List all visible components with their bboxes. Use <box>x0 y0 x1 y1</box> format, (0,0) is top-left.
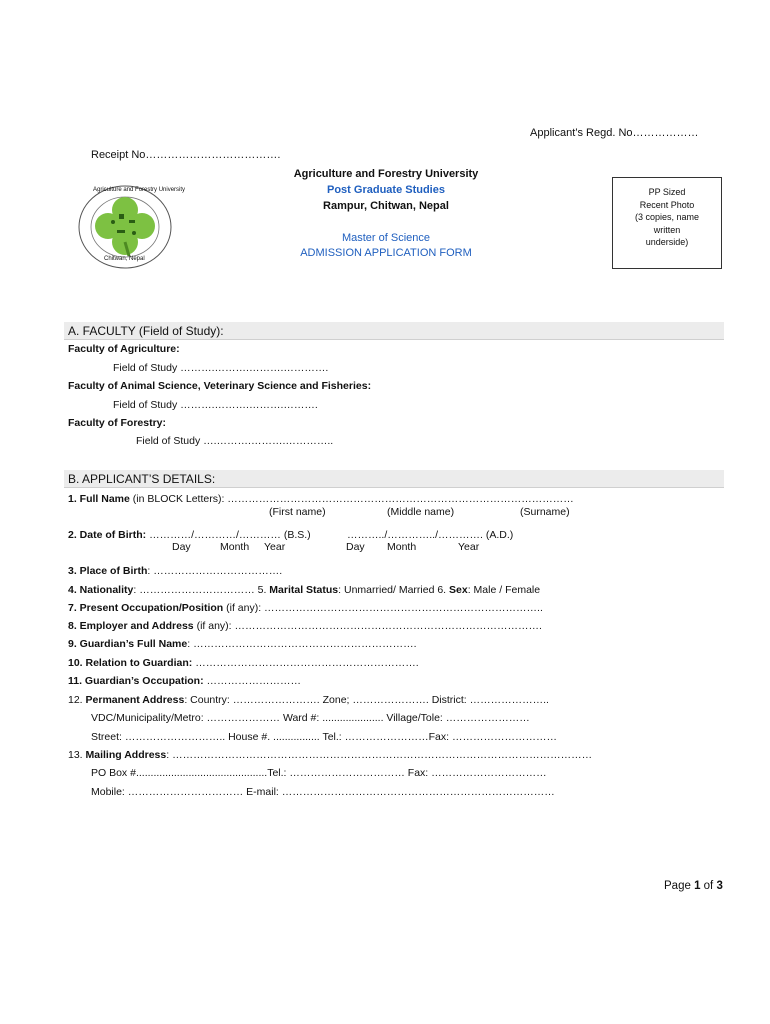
photo-line: underside) <box>645 237 689 247</box>
agriculture-field-of-study[interactable]: Field of Study ……….……….……….…………. <box>113 362 329 374</box>
nationality-row[interactable] <box>68 584 540 596</box>
mailing-address-label: Mailing Address <box>85 749 167 761</box>
university-name: Agriculture and Forestry University <box>293 168 479 180</box>
dob-year-hint-ad: Year <box>458 541 480 553</box>
seal-top-text: Agriculture and Forestry University <box>93 187 186 193</box>
page-of: of <box>700 880 717 892</box>
guardian-occupation-row[interactable] <box>68 675 301 687</box>
photo-line: Recent Photo <box>639 199 695 210</box>
relation-field[interactable]: ………………………………………………………. <box>192 657 419 669</box>
page-number <box>664 880 723 892</box>
sex-label: Sex <box>449 584 468 596</box>
page-current: 1 <box>694 880 701 892</box>
faculty-animal-label: Faculty of Animal Science, Veterinary Science and Fisheries: <box>68 380 372 392</box>
occupation-field[interactable]: (if any): …………………………………………………………………….. <box>223 602 543 614</box>
dob-ad-field[interactable]: ………../…………../…………. (A.D.) <box>347 529 514 541</box>
nationality-field[interactable]: : …………………………… 5. <box>133 584 270 596</box>
dob-year-hint: Year <box>264 541 286 553</box>
surname-hint: (Surname) <box>520 506 570 518</box>
university-location: Rampur, Chitwan, Nepal <box>323 200 449 212</box>
first-name-hint: (First name) <box>269 506 326 518</box>
relation-row[interactable] <box>68 657 419 669</box>
po-box-row[interactable]: PO Box #.............................................Tel.: …………………………… Fax: …………………………… <box>91 767 547 779</box>
dob-month-hint-ad: Month <box>387 541 417 553</box>
regd-no: Applicant’s Regd. No……………… <box>530 127 699 139</box>
full-name-field[interactable]: (in BLOCK Letters): ……………………………………………………………………………………… <box>129 493 574 505</box>
permanent-address-vdc[interactable]: VDC/Municipality/Metro: ………………… Ward #: ..................... Village/Tole: …………………… <box>91 712 530 724</box>
relation-label: 10. Relation to Guardian: <box>68 657 193 669</box>
guardian-occupation-label: 11. Guardian’s Occupation: <box>68 675 204 687</box>
sex-options[interactable]: : Male / Female <box>467 584 541 596</box>
employer-field[interactable]: (if any): ……………………………………………………………………………. <box>193 620 542 632</box>
seal-bottom-text: Chitwan, Nepal <box>104 256 145 262</box>
full-name-label: 1. Full Name <box>68 493 130 505</box>
photo-line: (3 copies, name <box>634 212 700 222</box>
dob-label: 2. Date of Birth: <box>68 529 147 541</box>
permanent-address-label: Permanent Address <box>85 694 185 706</box>
form-title: ADMISSION APPLICATION FORM <box>300 247 472 259</box>
receipt-no: Receipt No………………………………. <box>91 149 281 161</box>
full-name-row[interactable] <box>68 493 574 505</box>
dob-bs-row[interactable] <box>68 529 311 541</box>
permanent-address-street[interactable]: Street: ……………………….. House #. ................ Tel.: ……………………Fax: ………………………… <box>91 731 557 743</box>
mobile-email-row[interactable]: Mobile: …………………………… E-mail: …………………………………………………………………… <box>91 786 555 798</box>
guardian-occupation-field[interactable]: ……………………… <box>203 675 301 687</box>
dob-bs-field[interactable]: …………/…………/………… (B.S.) <box>146 529 311 541</box>
mailing-address-row[interactable] <box>68 749 592 761</box>
dob-day-hint-ad: Day <box>346 541 365 553</box>
dob-day-hint: Day <box>172 541 191 553</box>
permanent-address-row[interactable] <box>68 694 549 706</box>
guardian-name-field[interactable]: : ………………………………………………………. <box>187 638 417 650</box>
faculty-forestry-label: Faculty of Forestry: <box>68 417 167 429</box>
marital-status-label: Marital Status <box>269 584 339 596</box>
dob-month-hint: Month <box>220 541 250 553</box>
place-of-birth-label: 3. Place of Birth <box>68 565 148 577</box>
nationality-label: 4. Nationality <box>68 584 134 596</box>
page-total: 3 <box>716 880 723 892</box>
guardian-name-label: 9. Guardian’s Full Name <box>68 638 188 650</box>
faculty-agriculture-label: Faculty of Agriculture: <box>68 343 180 355</box>
forestry-field-of-study[interactable]: Field of Study ….……….……….………….. <box>136 435 334 447</box>
marital-status-options[interactable]: : Unmarried/ Married 6. <box>338 584 450 596</box>
employer-row[interactable] <box>68 620 542 632</box>
guardian-name-row[interactable] <box>68 638 417 650</box>
photo-line: PP Sized <box>648 187 686 197</box>
place-of-birth-field[interactable]: : ………………………………. <box>147 565 283 577</box>
mailing-address-field[interactable]: : ………………………………………………………………………………………………………… <box>166 749 593 761</box>
occupation-label: 7. Present Occupation/Position <box>68 602 224 614</box>
mailing-address-number: 13. <box>68 749 86 761</box>
section-b-heading: B. APPLICANT’S DETAILS: <box>64 470 724 488</box>
photo-box[interactable] <box>612 177 722 269</box>
degree-name: Master of Science <box>341 232 431 244</box>
permanent-address-country[interactable]: : Country: ……………………. Zone; …………………. District: ………………….. <box>184 694 549 706</box>
employer-label: 8. Employer and Address <box>68 620 194 632</box>
photo-line: written <box>653 224 681 235</box>
middle-name-hint: (Middle name) <box>387 506 455 518</box>
place-of-birth-row[interactable] <box>68 565 282 577</box>
section-a-heading: A. FACULTY (Field of Study): <box>64 322 724 340</box>
occupation-row[interactable] <box>68 602 543 614</box>
animal-field-of-study[interactable]: Field of Study ……….……….……….………. <box>113 399 318 411</box>
page-prefix: Page <box>664 880 695 892</box>
pg-studies: Post Graduate Studies <box>327 184 445 196</box>
permanent-address-number: 12. <box>68 694 86 706</box>
